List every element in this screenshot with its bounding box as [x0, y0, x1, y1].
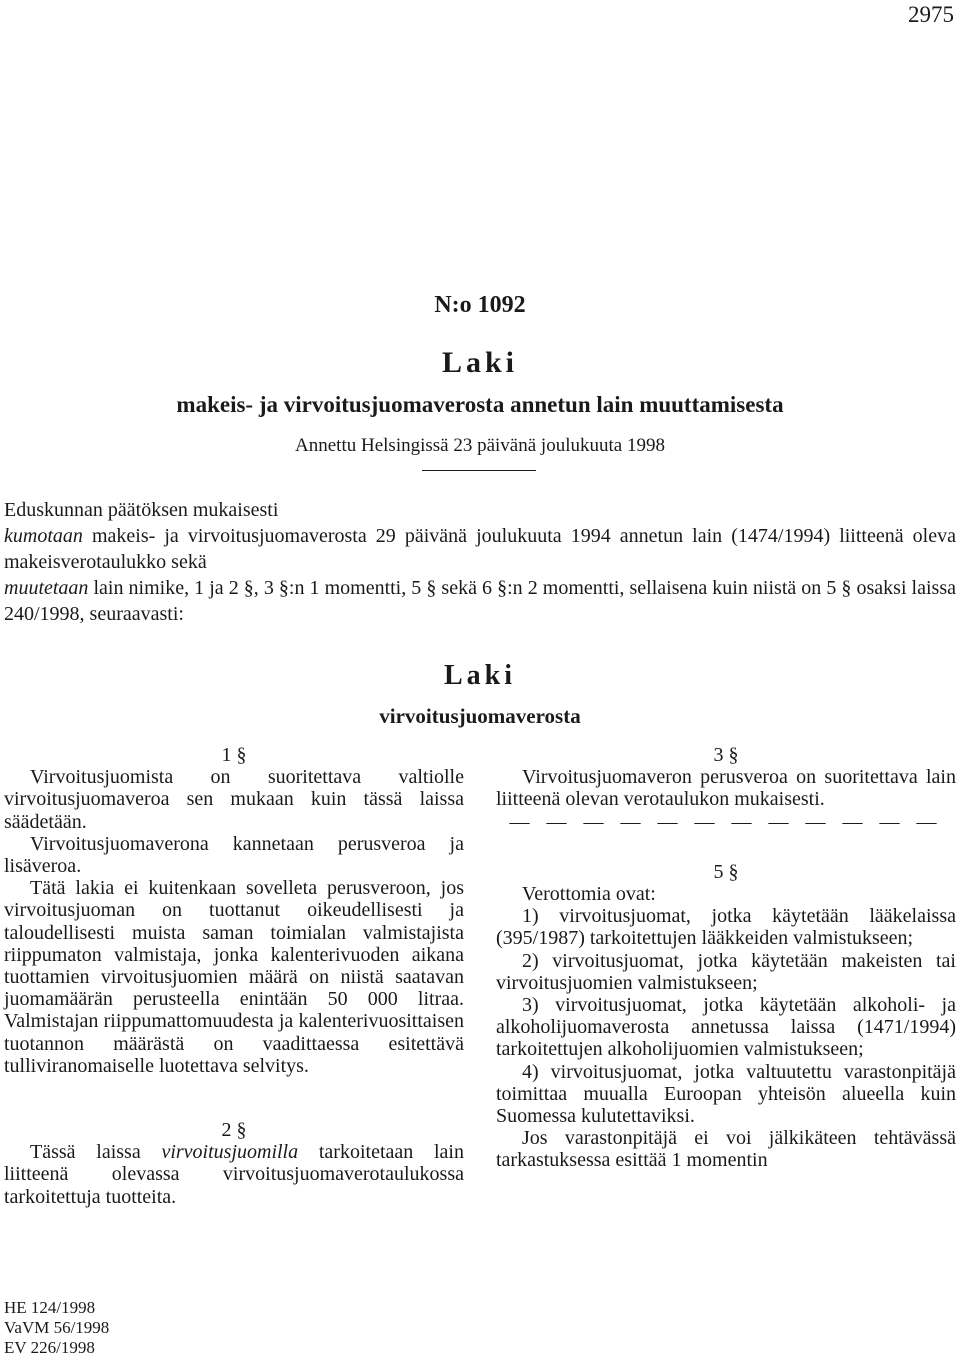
document-number: N:o 1092	[434, 292, 526, 318]
section-1-heading: 1 §	[221, 744, 247, 766]
repeal-clause	[4, 523, 956, 575]
section-5-paragraph-1: Verottomia ovat:	[522, 883, 656, 906]
section-5-item-3: 3) virvoitusjuomat, jotka käytetään alkoholi- ja alkoholijuomaverosta annetussa laissa (1471/1994) tarkoitettujen alkoholijuomien valmistukseen;	[496, 994, 956, 1061]
omission-dashes: — — — — — — — — — — — —	[509, 810, 943, 833]
law-title: Laki	[443, 660, 517, 691]
section-1-paragraph-3: Tätä lakia ei kuitenkaan sovelleta perusveroon, jos virvoitusjuoman on tuottanut oikeudellisesti ja taloudellisesti muista saman toimialan valmistajista riippumaton valmistaja, jonka kalenterivuoden aikana tuottamien virvoitusjuomien määrä on niistä saatavan juomamäärän perusteella enintään 50 000 litraa. Valmistajan riippumattomuudesta ja kalenterivuosittaisen tuotannon määrästä on vaadittaessa esitettävä tulliviranomaiselle luotettava selvitys.	[4, 877, 464, 1077]
intro-block	[4, 497, 956, 627]
section-2-text-pre: Tässä laissa	[30, 1141, 162, 1164]
section-5-heading: 5 §	[713, 860, 739, 883]
section-5-paragraph-2: Jos varastonpitäjä ei voi jälkikäteen tehtävässä tarkastuksessa esittää 1 momentin	[496, 1127, 956, 1172]
section-5-item-2: 2) virvoitusjuomat, jotka käytetään makeisten tai virvoitusjuomien valmistukseen;	[496, 949, 956, 994]
left-column	[4, 744, 464, 1208]
section-2-term: virvoitusjuomilla	[161, 1141, 299, 1164]
section-3-heading: 3 §	[713, 744, 739, 766]
section-gap	[496, 833, 956, 861]
section-2-heading: 2 §	[221, 1119, 247, 1142]
document-title: Laki	[441, 346, 519, 379]
section-3-paragraph: Virvoitusjuomaveron perusveroa on suoritettava lain liitteenä olevan verotaulukon mukaisesti.	[496, 766, 956, 811]
section-1-paragraph-1: Virvoitusjuomista on suoritettava valtiolle virvoitusjuomaveroa sen mukaan kuin tässä laissa säädetään.	[4, 766, 464, 833]
repeal-word: kumotaan	[4, 525, 83, 547]
title-divider	[422, 470, 536, 471]
section-1-paragraph-2: Virvoitusjuomaverona kannetaan perusveroa ja lisäveroa.	[4, 832, 464, 878]
amend-clause	[4, 575, 956, 627]
page-number: 2975	[908, 2, 954, 27]
section-2-paragraph	[4, 1141, 464, 1208]
document-subtitle: makeis- ja virvoitusjuomaverosta annetun lain muuttamisesta	[176, 392, 784, 417]
intro-line: Eduskunnan päätöksen mukaisesti	[4, 499, 279, 521]
references	[4, 1298, 109, 1358]
right-column	[496, 744, 956, 1172]
reference-ev: EV 226/1998	[4, 1338, 95, 1357]
law-subtitle: virvoitusjuomaverosta	[379, 704, 581, 728]
section-5-item-1: 1) virvoitusjuomat, jotka käytetään lääkelaissa (395/1987) tarkoitettujen lääkkeiden valmistukseen;	[496, 905, 956, 950]
section-5-item-4: 4) virvoitusjuomat, jotka valtuutettu varastonpitäjä toimittaa muualla Euroopan yhteisön alueella kuin Suomessa kulutettaviksi.	[496, 1060, 956, 1128]
amend-text: lain nimike, 1 ja 2 §, 3 §:n 1 momentti, 5 § sekä 6 §:n 2 momentti, sellaisena kuin niistä on 5 § osaksi laissa 240/1998, seuraavasti:	[4, 577, 956, 625]
reference-vavm: VaVM 56/1998	[4, 1318, 110, 1337]
reference-he: HE 124/1998	[4, 1298, 96, 1317]
section-gap	[4, 1077, 464, 1119]
amend-word: muutetaan	[4, 577, 89, 599]
section-2-text-post: tarkoitetaan lain liitteenä olevassa virvoitusjuomaverotaulukossa tarkoitettuja tuotteita.	[4, 1141, 464, 1208]
issued-line: Annettu Helsingissä 23 päivänä joulukuuta 1998	[295, 435, 665, 456]
repeal-text: makeis- ja virvoitusjuomaverosta 29 päivänä joulukuuta 1994 annetun lain (1474/1994) liitteenä oleva makeisverotaulukko sekä	[4, 525, 956, 573]
